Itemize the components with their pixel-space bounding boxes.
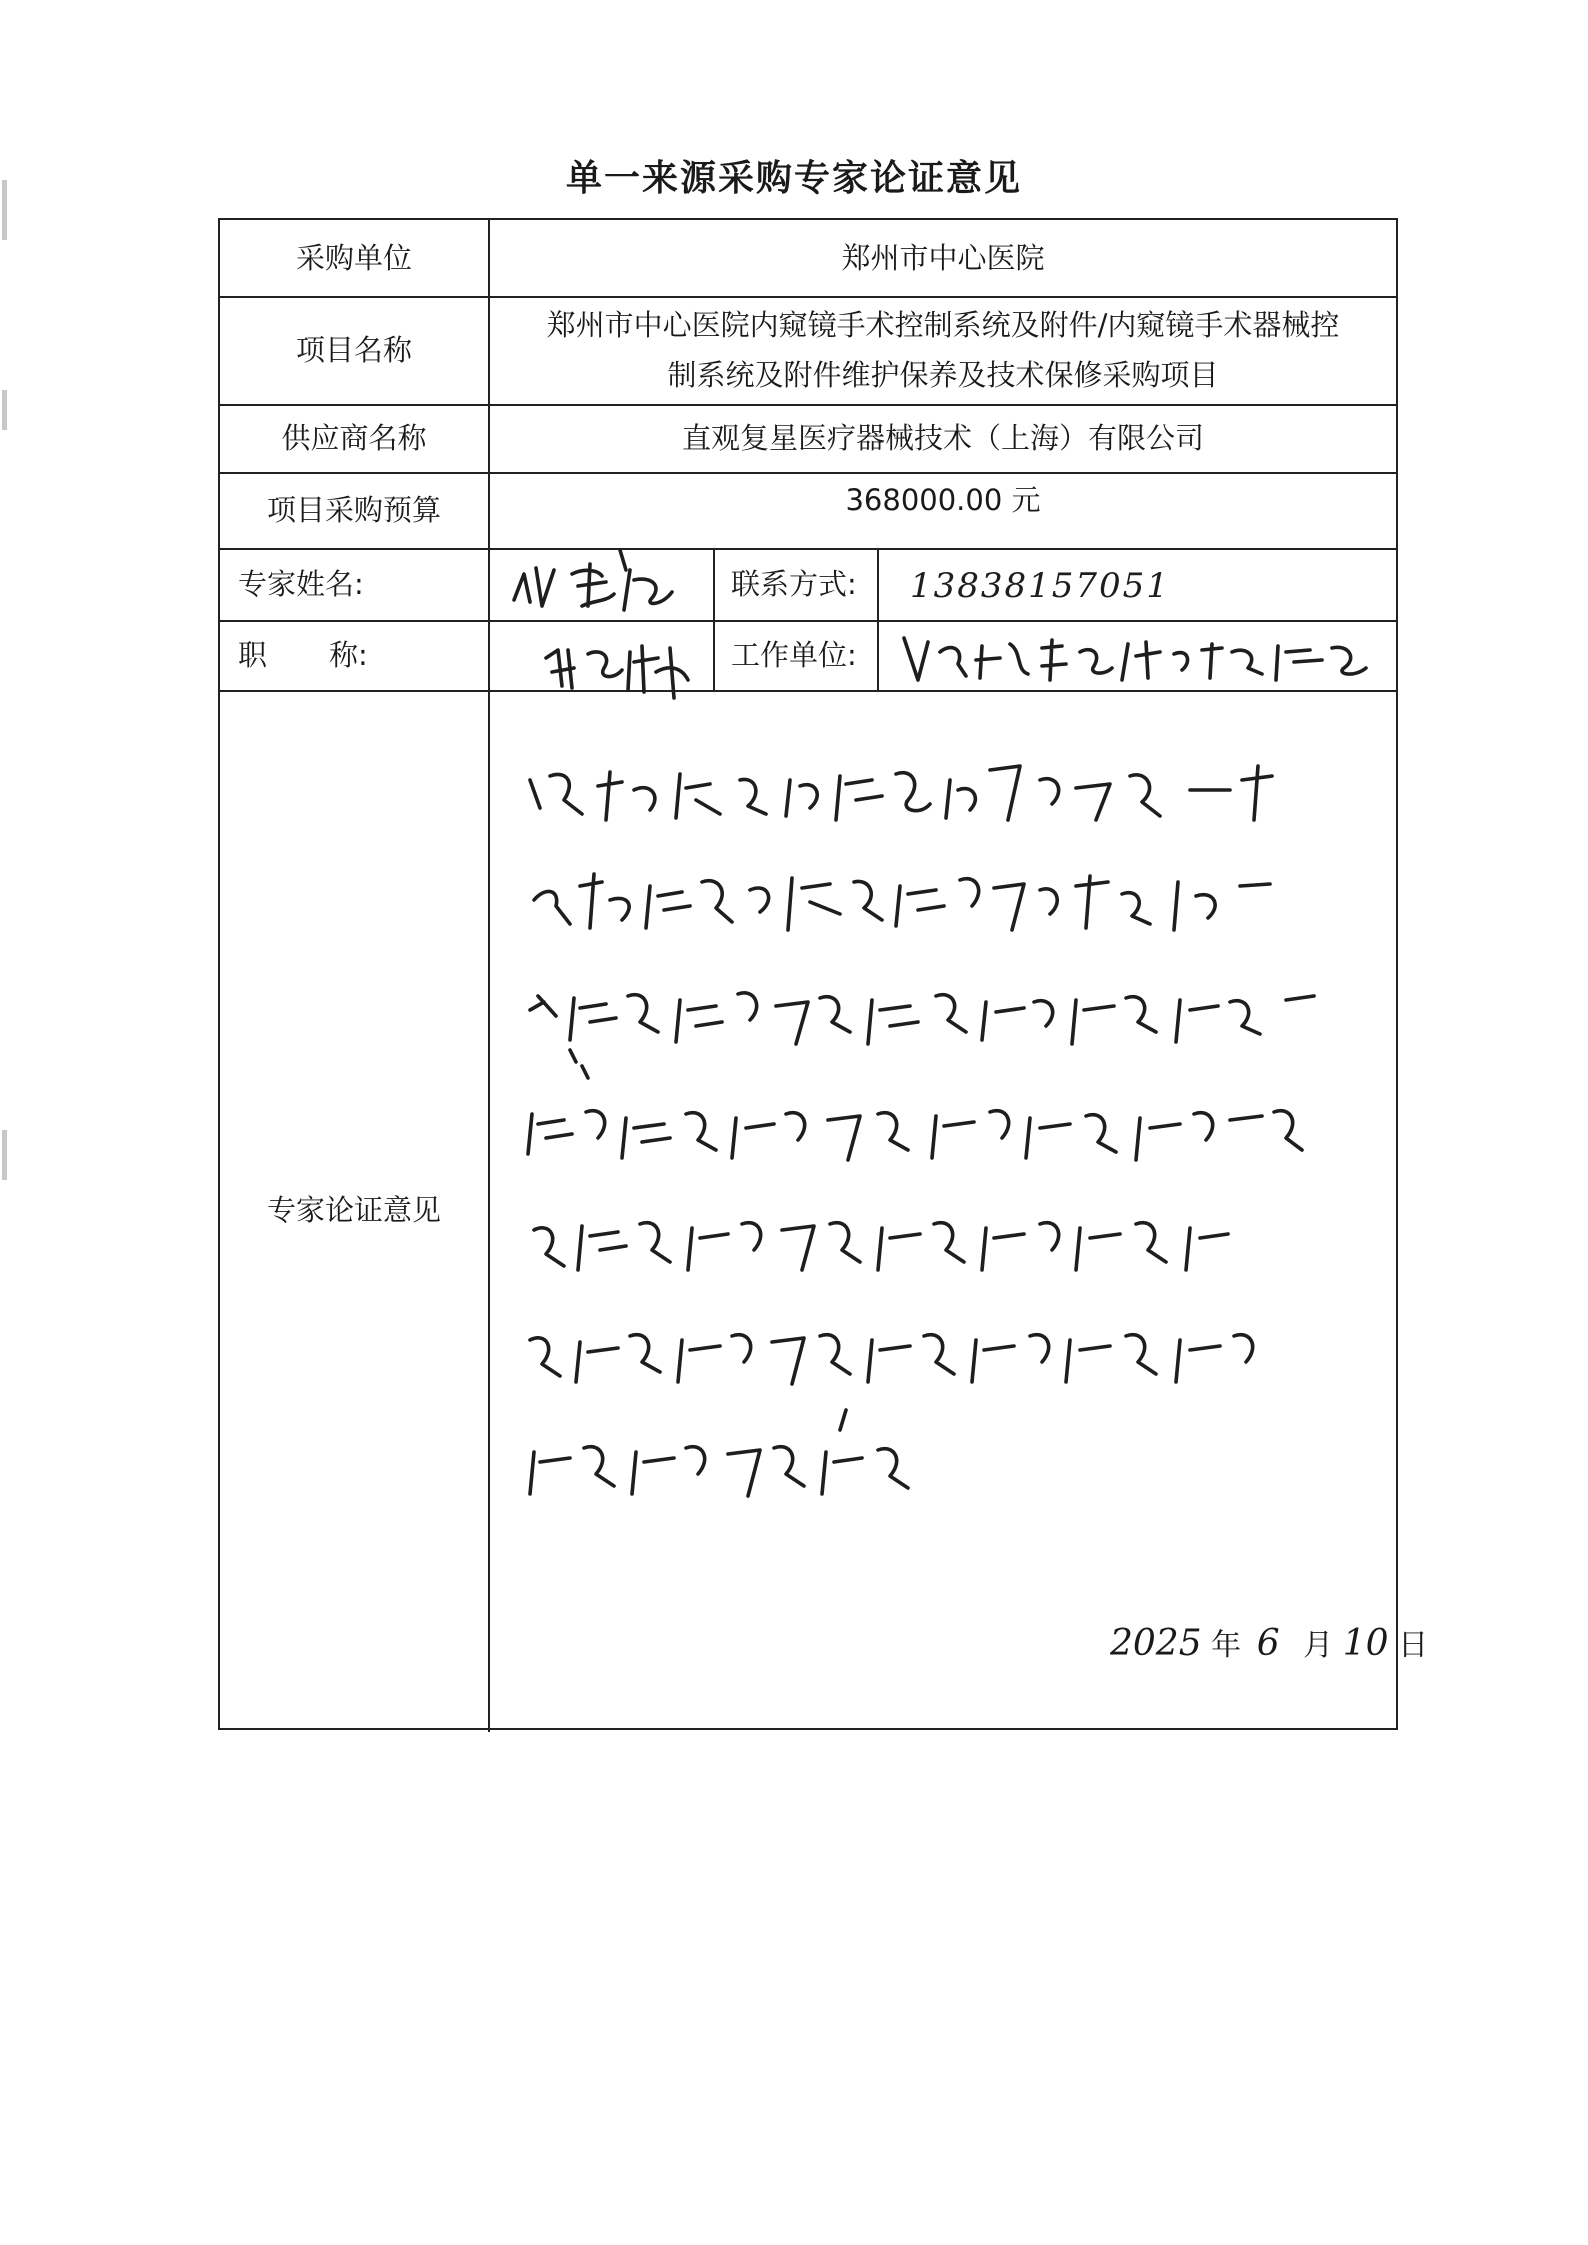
opinion-label: 专家论证意见 — [266, 1193, 441, 1227]
work-unit-label: 工作单位: — [731, 638, 857, 672]
project-name-value — [488, 296, 1398, 404]
supplier-label: 供应商名称 — [281, 421, 427, 455]
supplier-value: 直观复星医疗器械技术（上海）有限公司 — [681, 421, 1204, 455]
title-label-char2: 称: — [329, 638, 368, 672]
date-year: 2025 — [1110, 1623, 1202, 1664]
project-name-label: 项目名称 — [295, 333, 412, 367]
contact-value: 13838157051 — [910, 566, 1170, 606]
date-day-suffix: 日 — [1398, 1628, 1429, 1663]
budget-value: 368000.00 元 — [845, 483, 1041, 517]
title-label-char1: 职 — [238, 638, 268, 672]
expert-name-label: 专家姓名: — [238, 567, 364, 601]
expert-signature — [502, 540, 702, 622]
project-name-line1: 郑州市中心医院内窥镜手术控制系统及附件/内窥镜手术器械控 — [546, 308, 1340, 342]
date-month-suffix: 月 — [1303, 1628, 1334, 1663]
date-year-suffix: 年 — [1211, 1628, 1242, 1663]
purchaser-label: 采购单位 — [295, 241, 412, 275]
date-day: 10 — [1342, 1623, 1389, 1664]
date-month: 6 — [1256, 1623, 1280, 1664]
project-name-line2: 制系统及附件维护保养及技术保修采购项目 — [667, 358, 1219, 392]
scan-artifact — [2, 390, 7, 430]
purchaser-value: 郑州市中心医院 — [841, 241, 1045, 275]
form-table — [218, 218, 1429, 1730]
opinion-date — [1110, 1620, 1428, 1664]
scan-artifact — [2, 1130, 7, 1180]
title-label — [220, 620, 488, 690]
expert-title-handwriting — [538, 628, 708, 708]
work-unit-handwriting — [892, 622, 1392, 692]
page-title: 单一来源采购专家论证意见 — [565, 158, 1022, 199]
budget-label: 项目采购预算 — [266, 493, 441, 527]
contact-label: 联系方式: — [731, 567, 857, 601]
